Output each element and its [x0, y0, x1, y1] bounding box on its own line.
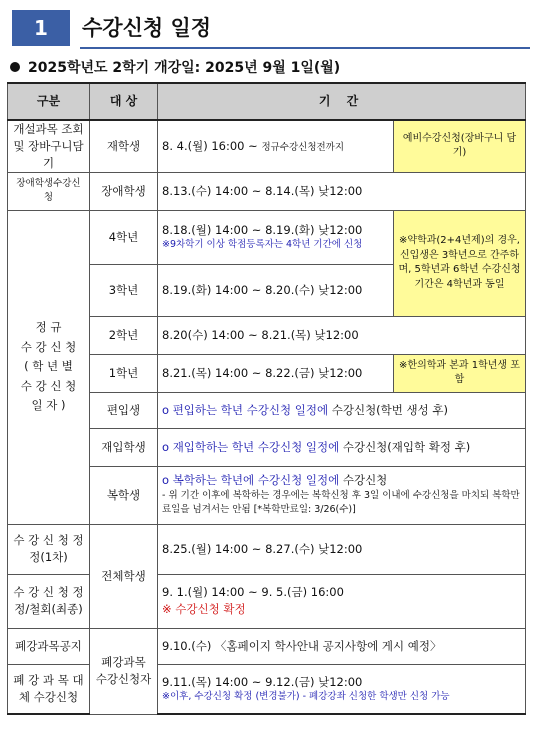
- readmit-period: o 재입학하는 학년 수강신청 일정에 수강신청(재입학 확정 후): [158, 428, 526, 466]
- section-title: 수강신청 일정: [82, 16, 212, 40]
- disabled-category: 장애학생수강신청: [8, 172, 90, 210]
- grade3-period: 8.19.(화) 14:00 ~ 8.20.(수) 낮12:00: [158, 264, 394, 316]
- semester-line: [10, 57, 340, 77]
- pharmacy-note: ※약학과(2+4년제)의 경우, 신입생은 3학년으로 간주하며, 5학년과 6학년 수강신청기간은 4학년과 동일: [394, 210, 526, 316]
- regular-category: 정 규 수 강 신 청 ( 학 년 별 수 강 신 청 일 자 ): [8, 210, 90, 524]
- correction-final-category: 수 강 신 청 정정/철회(최종): [8, 574, 90, 628]
- grade3-target: 3학년: [90, 264, 158, 316]
- return-period: o 복학하는 학년에 수강신청 일정에 수강신청 - 위 기간 이후에 복학하는 경우에는 복학신청 후 3일 이내에 수강신청을 마치되 복학만료일을 넘겨서는 안됨 [*복학만료일: 3/26(수)]: [158, 466, 526, 524]
- schedule-table: [7, 82, 526, 715]
- correction-final-period: 9. 1.(월) 14:00 ~ 9. 5.(금) 16:00 ※ 수강신청 확정: [158, 574, 526, 628]
- grade4-period: 8.18.(월) 14:00 ~ 8.19.(화) 낮12:00 ※9차학기 이상 학점등록자는 4학년 기간에 신청: [158, 210, 394, 264]
- preregister-period: 8. 4.(월) 16:00 ~ 정규수강신청전까지: [158, 120, 394, 172]
- readmit-target: 재입학생: [90, 428, 158, 466]
- preregister-target: 재학생: [90, 120, 158, 172]
- header-period: 기 간: [158, 83, 526, 120]
- grade2-period: 8.20(수) 14:00 ~ 8.21.(목) 낮12:00: [158, 316, 526, 354]
- closed-notice-period: 9.10.(수) 〈홈페이지 학사안내 공지사항에 게시 예정〉: [158, 628, 526, 664]
- grade4-target: 4학년: [90, 210, 158, 264]
- grade1-note: ※한의학과 본과 1학년생 포함: [394, 354, 526, 392]
- return-target: 복학생: [90, 466, 158, 524]
- disabled-period: 8.13.(수) 14:00 ~ 8.14.(목) 낮12:00: [158, 172, 526, 210]
- header-target: 대 상: [90, 83, 158, 120]
- bullet-icon: [10, 62, 20, 72]
- semester-text: 2025학년도 2학기 개강일: 2025년 9월 1일(월): [28, 60, 341, 76]
- closed-substitute-category: 폐 강 과 목 대체 수강신청: [8, 664, 90, 714]
- closed-students-target: 폐강과목 수강신청자: [90, 628, 158, 714]
- closed-substitute-period: 9.11.(목) 14:00 ~ 9.12.(금) 낮12:00 ※이후, 수강신청 확정 (변경불가) - 폐강강좌 신청한 학생만 신청 가능: [158, 664, 526, 714]
- grade1-period: 8.21.(목) 14:00 ~ 8.22.(금) 낮12:00: [158, 354, 394, 392]
- grade1-target: 1학년: [90, 354, 158, 392]
- header-category: 구분: [8, 83, 90, 120]
- correction1-period: 8.25.(월) 14:00 ~ 8.27.(수) 낮12:00: [158, 524, 526, 574]
- grade2-target: 2학년: [90, 316, 158, 354]
- preregister-category: 개설과목 조회 및 장바구니담기: [8, 120, 90, 172]
- transfer-target: 편입생: [90, 392, 158, 428]
- section-number: 1: [12, 10, 70, 46]
- disabled-target: 장애학생: [90, 172, 158, 210]
- preregister-note: 예비수강신청(장바구니 담기): [394, 120, 526, 172]
- closed-notice-category: 폐강과목공지: [8, 628, 90, 664]
- header-rule: [80, 47, 530, 49]
- all-students-target: 전체학생: [90, 524, 158, 628]
- correction1-category: 수 강 신 청 정정(1차): [8, 524, 90, 574]
- transfer-period: o 편입하는 학년 수강신청 일정에 수강신청(학번 생성 후): [158, 392, 526, 428]
- section-header: [6, 10, 526, 50]
